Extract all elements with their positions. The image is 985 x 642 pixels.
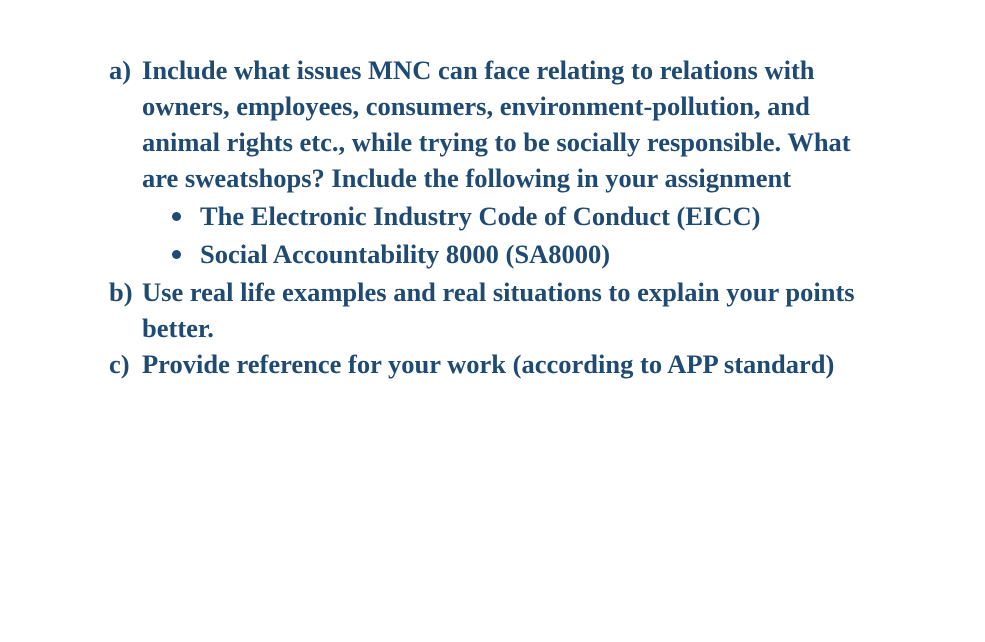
- item-marker: b): [109, 277, 133, 307]
- bullet-dot-icon: [172, 250, 181, 259]
- bullet-item: [142, 198, 869, 234]
- bullet-dot-icon: [172, 212, 181, 221]
- instruction-item-b: [109, 274, 869, 346]
- bullet-text: Social Accountability 8000 (SA8000): [200, 239, 611, 269]
- bullet-item: [142, 236, 869, 272]
- item-marker: c): [109, 349, 130, 379]
- item-text: Use real life examples and real situations to explain your points better.: [142, 277, 855, 343]
- instruction-item-c: [109, 346, 869, 382]
- item-text: Include what issues MNC can face relating to relations with owners, employees, consumers, environment-pollution, and animal rights etc., while trying to be socially responsible. What are sweatshops? Include the following in your assignment: [142, 55, 851, 193]
- instruction-item-a: [109, 52, 869, 272]
- bullet-text: The Electronic Industry Code of Conduct (EICC): [200, 201, 761, 231]
- assignment-instructions: [109, 52, 869, 382]
- item-text: Provide reference for your work (according to APP standard): [142, 349, 835, 379]
- item-marker: a): [109, 55, 132, 85]
- bullet-list: [142, 198, 869, 272]
